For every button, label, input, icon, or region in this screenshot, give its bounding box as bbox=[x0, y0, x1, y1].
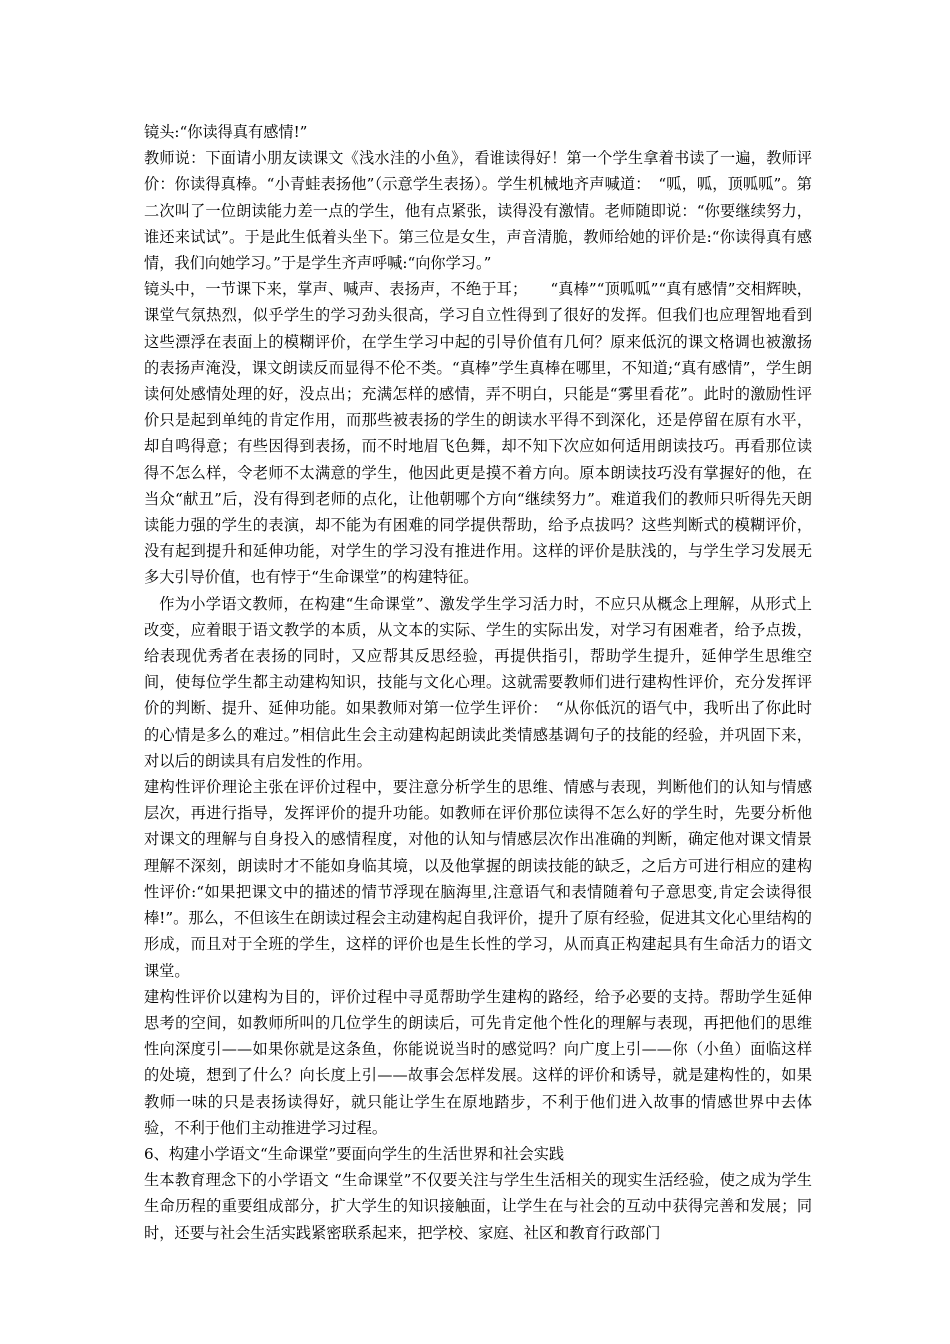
paragraph-constructive-theory: 建构性评价理论主张在评价过程中，要注意分析学生的思维、情感与表现，判断他们的认知与情感层次，再进行指导，发挥评价的提升功能。如教师在评价那位读得不怎么好的学生时，先要分析他对课文的理解与自身投入的感情程度，对他的认知与情感层次作出准确的判断，确定他对课文情景理解不深刻，朗读时才不能如身临其境，以及他掌握的朗读技能的缺乏，之后方可进行相应的建构性评价:“如果把课文中的描述的情节浮现在脑海里,注意语气和表情随着句子意思变,肯定会读得很棒!”。那么，不但该生在朗读过程会主动建构起自我评价，提升了原有经验，促进其文化心里结构的形成，而且对于全班的学生，这样的评价也是生长性的学习，从而真正构建起具有生命活力的语文课堂。 bbox=[144, 778, 812, 980]
paragraph-teacher-role: 作为小学语文教师，在构建“生命课堂”、激发学生学习活力时，不应只从概念上理解，从形式上改变，应着眼于语文教学的本质，从文本的实际、学生的实际出发，对学习有困难者，给予点拨，给表现优秀者在表扬的同时，又应帮其反思经验，再提供指引，帮助学生提升，延伸学生思维空间，使每位学生都主动建构知识，技能与文化心理。这就需要教师们进行建构性评价，充分发挥评价的判断、提升、延伸功能。如果教师对第一位学生评价： “从你低沉的语气中，我听出了你此时的心情是多么的难过。”相信此生会主动建构起朗读此类情感基调句子的技能的经验，并巩固下来，对以后的朗读具有启发性的作用。 bbox=[144, 594, 812, 770]
paragraph-constructive-purpose: 建构性评价以建构为目的，评价过程中寻觅帮助学生建构的路经，给予必要的支持。帮助学生延伸思考的空间，如教师所叫的几位学生的朗读后，可先肯定他个性化的理解与表现，再把他们的思维性向深度引——如果你就是这条鱼，你能说说当时的感觉吗？向广度上引——你（小鱼）面临这样的处境，想到了什么？向长度上引——故事会怎样发展。这样的评价和诱导，就是建构性的，如果教师一味的只是表扬读得好，就只能让学生在原地踏步，不利于他们进入故事的情感世界中去体验，不利于他们主动推进学习过程。 bbox=[144, 987, 812, 1137]
paragraph-life-world: 生本教育理念下的小学语文 “生命课堂”不仅要关注与学生生活相关的现实生活经验，使之成为学生生命历程的重要组成部分，扩大学生的知识接触面，让学生在与社会的互动中获得完善和发展；同时，还要与社会生活实践紧密联系起来，把学校、家庭、社区和教育行政部门 bbox=[144, 1171, 812, 1242]
paragraph-heading-shot: 镜头:“你读得真有感情!” bbox=[144, 123, 308, 141]
paragraph-analysis: 镜头中，一节课下来，掌声、喊声、表扬声，不绝于耳； “真棒”“顶呱呱”“真有感情”交相辉映，课堂气氛热烈，似乎学生的学习劲头很高，学习自立性得到了很好的发挥。但我们也应理智地看到这些漂浮在表面上的模糊评价，在学生学习中起的引导价值有几何？原来低沉的课文格调也被激扬的表扬声淹没，课文朗读反而显得不伦不类。“真棒”学生真棒在哪里，不知道;“真有感情”，学生朗读何处感情处理的好，没点出；充满怎样的感情，弄不明白，只能是“雾里看花”。此时的激励性评价只是起到单纯的肯定作用，而那些被表扬的学生的朗读水平得不到深化，还是停留在原有水平，却自鸣得意；有些因得到表扬，而不时地眉飞色舞，却不知下次应如何适用朗读技巧。再看那位读得不怎么样，令老师不太满意的学生，他因此更是摸不着方向。原本朗读技巧没有掌握好的他，在当众“献丑”后，没有得到老师的点化，让他朝哪个方向“继续努力”。难道我们的教师只听得先天朗读能力强的学生的表演，却不能为有困难的同学提供帮助，给予点拔吗？这些判断式的模糊评价，没有起到提升和延伸功能，对学生的学习没有推进作用。这样的评价是肤浅的，与学生学习发展无多大引导价值，也有悖于“生命课堂”的构建特征。 bbox=[144, 280, 812, 587]
section-heading-6: 6、构建小学语文“生命课堂”要面向学生的生活世界和社会实践 bbox=[144, 1144, 565, 1163]
paragraph-teacher-scene: 教师说：下面请小朋友读课文《浅水洼的小鱼》，看谁读得好！第一个学生拿着书读了一遍，教师评价：你读得真棒。“小青蛙表扬他”（示意学生表扬）。学生机械地齐声喊道： “呱，呱，顶呱呱”。第二次叫了一位朗读能力差一点的学生，他有点紧张，读得没有激情。老师随即说：“你要继续努力，谁还来试试”。于是此生低着头坐下。第三位是女生，声音清脆，教师给她的评价是:“你读得真有感情，我们向她学习。”于是学生齐声呼喊:“向你学习。” bbox=[144, 149, 812, 273]
document-page bbox=[144, 119, 812, 1246]
